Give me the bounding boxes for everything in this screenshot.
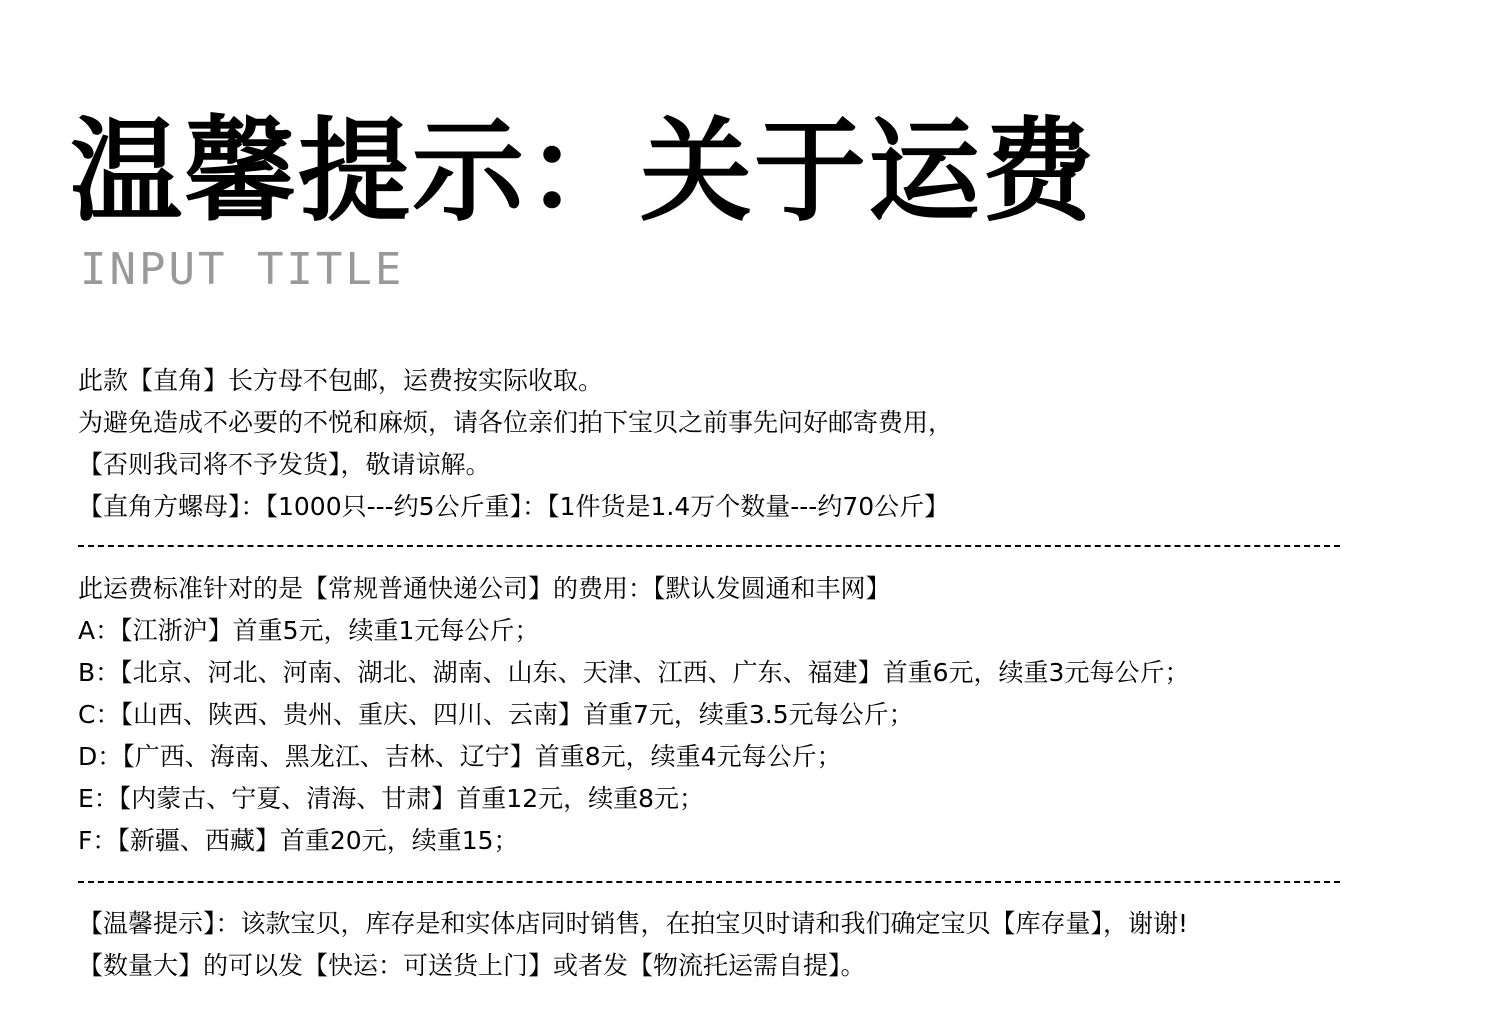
rates-heading: 此运费标准针对的是【常规普通快递公司】的费用：【默认发圆通和丰网】 — [78, 574, 891, 603]
dashed-divider — [78, 881, 1340, 883]
dashed-divider — [78, 545, 1340, 547]
shipping-rates-section — [78, 568, 1438, 862]
rate-item: A：【江浙沪】首重5元，续重1元每公斤； — [78, 616, 540, 645]
rate-item: B：【北京、河北、河南、湖北、湖南、山东、天津、江西、广东、福建】首重6元，续重3元每公斤； — [78, 658, 1190, 687]
rate-item: C：【山西、陕西、贵州、重庆、四川、云南】首重7元，续重3.5元每公斤； — [78, 700, 914, 729]
page-title: 温馨提示：关于运费 — [70, 107, 1096, 237]
intro-section — [78, 360, 1438, 528]
note-line: 【数量大】的可以发【快运：可送货上门】或者发【物流托运需自提】。 — [78, 951, 866, 980]
intro-line: 【否则我司将不予发货】，敬请谅解。 — [78, 450, 491, 479]
notes-section — [78, 903, 1438, 987]
rate-item: F：【新疆、西藏】首重20元，续重15； — [78, 826, 519, 855]
page-subtitle: INPUT TITLE — [80, 244, 405, 295]
rate-item: D：【广西、海南、黑龙江、吉林、辽宁】首重8元，续重4元每公斤； — [78, 742, 842, 771]
intro-line: 为避免造成不必要的不悦和麻烦，请各位亲们拍下宝贝之前事先问好邮寄费用， — [78, 408, 954, 437]
intro-line: 此款【直角】长方母不包邮，运费按实际收取。 — [78, 366, 604, 395]
rate-item: E：【内蒙古、宁夏、清海、甘肃】首重12元，续重8元； — [78, 784, 705, 813]
note-line: 【温馨提示】：该款宝贝，库存是和实体店同时销售，在拍宝贝时请和我们确定宝贝【库存量】，谢谢! — [78, 909, 1189, 938]
intro-line: 【直角方螺母】：【1000只---约5公斤重】：【1件货是1.4万个数量---约70公斤】 — [78, 492, 950, 521]
